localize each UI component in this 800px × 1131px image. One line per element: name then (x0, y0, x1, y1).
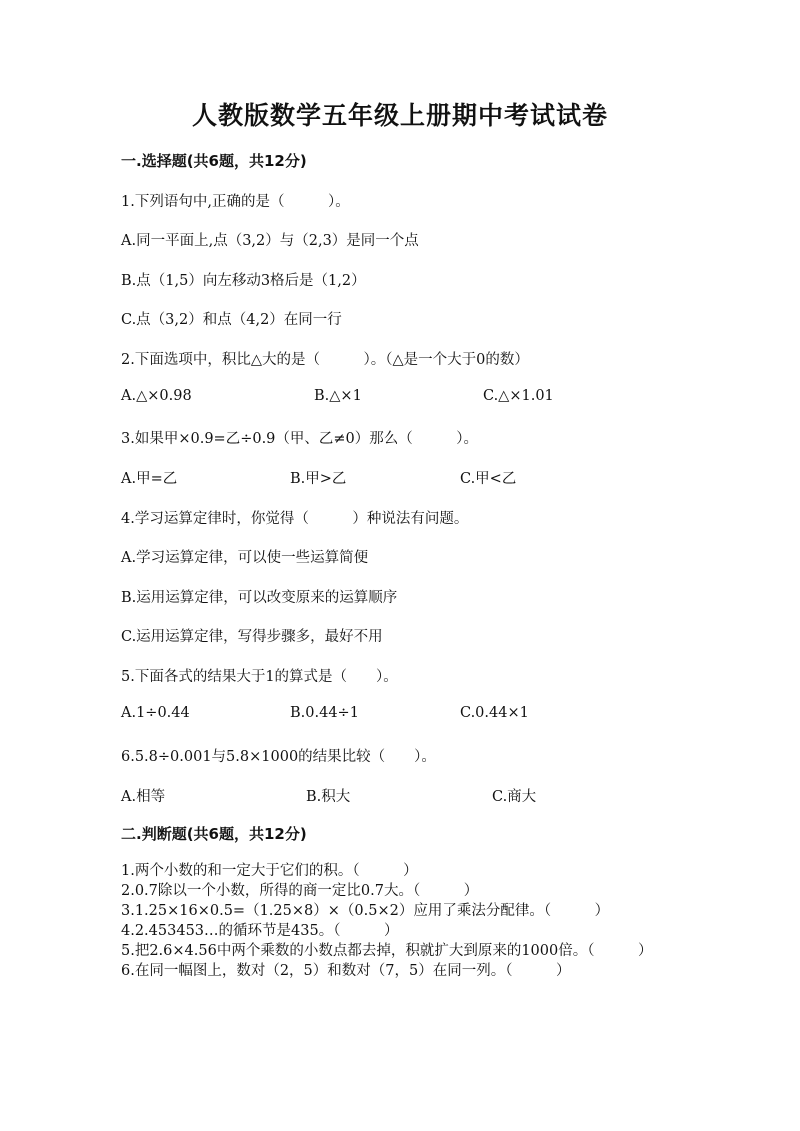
question-option: C.运用运算定律，写得步骤多，最好不用 (121, 629, 383, 645)
question-option: A.相等 (121, 789, 166, 805)
list-item: 3.1.25×16×0.5=（1.25×8）×（0.5×2）应用了乘法分配律。（ ） (121, 903, 610, 919)
list-item: 5.把2.6×4.56中两个乘数的小数点都去掉，积就扩大到原来的1000倍。（ ） (121, 943, 653, 959)
question-option: B.积大 (306, 789, 351, 805)
question-option: C.0.44×1 (460, 705, 529, 721)
question-option: A.1÷0.44 (121, 705, 190, 721)
section-heading-judgement: 二.判断题(共6题，共12分) (121, 825, 307, 843)
question-stem: 3.如果甲×0.9=乙÷0.9（甲、乙≠0）那么（ ）。 (121, 431, 479, 447)
question-stem: 6.5.8÷0.001与5.8×1000的结果比较（ ）。 (121, 749, 436, 765)
question-option: A.同一平面上,点（3,2）与（2,3）是同一个点 (121, 233, 419, 249)
question-option: C.点（3,2）和点（4,2）在同一行 (121, 312, 342, 328)
question-option: C.甲<乙 (460, 471, 517, 487)
question-option: A.学习运算定律，可以使一些运算简便 (121, 550, 369, 566)
question-stem: 4.学习运算定律时，你觉得（ ）种说法有问题。 (121, 511, 469, 527)
question-option: B.点（1,5）向左移动3格后是（1,2） (121, 273, 366, 289)
list-item: 1.两个小数的和一定大于它们的积。（ ） (121, 863, 418, 879)
question-option: A.△×0.98 (121, 388, 192, 404)
list-item: 2.0.7除以一个小数，所得的商一定比0.7大。（ ） (121, 883, 479, 899)
question-option: C.△×1.01 (483, 388, 554, 404)
list-item: 4.2.453453…的循环节是435。（ ） (121, 923, 399, 939)
question-option: A.甲=乙 (121, 471, 178, 487)
question-option: B.0.44÷1 (290, 705, 359, 721)
judgement-list (121, 861, 681, 981)
page-title: 人教版数学五年级上册期中考试试卷 (191, 101, 608, 130)
list-item: 6.在同一幅图上，数对（2，5）和数对（7，5）在同一列。（ ） (121, 963, 571, 979)
question-option: B.△×1 (314, 388, 362, 404)
question-stem: 1.下列语句中,正确的是（ ）。 (121, 194, 350, 210)
section-heading-choice: 一.选择题(共6题，共12分) (121, 152, 307, 170)
question-stem: 5.下面各式的结果大于1的算式是（ ）。 (121, 669, 398, 685)
question-option: B.运用运算定律，可以改变原来的运算顺序 (121, 590, 398, 606)
question-stem: 2.下面选项中，积比△大的是（ ）。（△是一个大于0的数） (121, 352, 529, 368)
question-option: B.甲>乙 (290, 471, 347, 487)
question-option: C.商大 (492, 789, 537, 805)
